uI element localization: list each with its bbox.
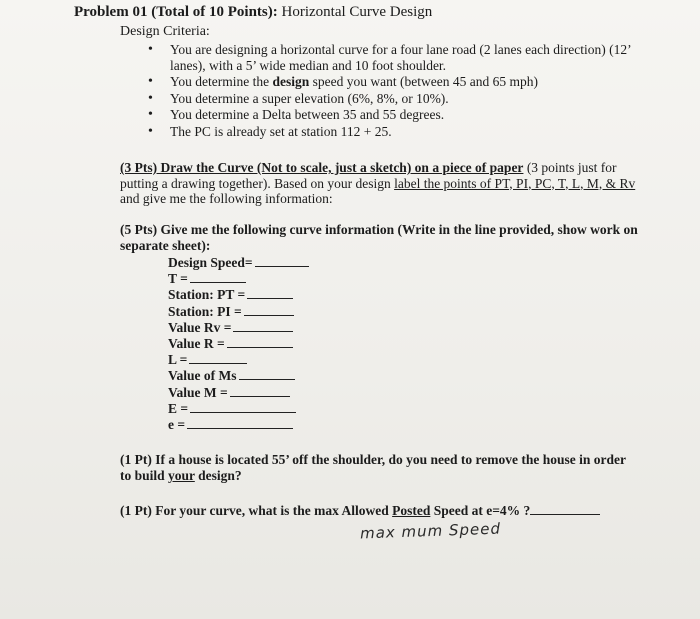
curve-field bbox=[168, 320, 309, 336]
curve-field bbox=[168, 417, 309, 433]
criteria-bold: design bbox=[272, 74, 310, 89]
bullet-icon: • bbox=[148, 74, 153, 89]
curve-field-label: Station: PT = bbox=[168, 287, 246, 303]
curve-field-label: T = bbox=[168, 271, 188, 287]
curve-field-blank[interactable] bbox=[247, 287, 293, 299]
curve-field bbox=[168, 368, 309, 384]
problem-title bbox=[74, 4, 432, 21]
curve-field-label: Value M = bbox=[168, 384, 228, 400]
problem-topic: Horizontal Curve Design bbox=[281, 4, 433, 20]
bullet-icon: • bbox=[148, 123, 153, 139]
criteria-item bbox=[148, 42, 668, 73]
curve-field-label: e = bbox=[168, 416, 186, 432]
curve-field-label: Value of Ms bbox=[168, 368, 237, 384]
criteria-text: The PC is already set at station 112 + 25. bbox=[170, 123, 392, 139]
question-house-text: (1 Pt) If a house is located 55’ off the shoulder, do you need to remove the house in order to build bbox=[120, 452, 626, 483]
question-speed-text: (1 Pt) For your curve, what is the max Allowed bbox=[120, 503, 393, 518]
curve-field bbox=[168, 401, 309, 417]
curve-field-label: E = bbox=[168, 400, 189, 416]
curve-field-label: Value R = bbox=[168, 335, 225, 351]
question-house-underlined: your bbox=[168, 468, 195, 483]
criteria-text: You are designing a horizontal curve for a four lane road (2 lanes each direction) (12’ lanes), with a 5’ wide median and 10 foot shoulder. bbox=[170, 42, 631, 73]
curve-field bbox=[168, 255, 309, 271]
curve-field-blank[interactable] bbox=[230, 385, 290, 397]
criteria-item bbox=[148, 91, 668, 107]
curve-field bbox=[168, 287, 309, 303]
question-speed-underlined: Posted bbox=[392, 503, 431, 518]
criteria-item bbox=[148, 124, 668, 140]
criteria-item bbox=[148, 74, 668, 90]
curve-field-blank[interactable] bbox=[190, 401, 296, 413]
bullet-icon: • bbox=[148, 42, 153, 57]
question-house bbox=[120, 452, 640, 484]
curve-field bbox=[168, 385, 309, 401]
curve-field-label: Design Speed= bbox=[168, 255, 253, 270]
curve-field bbox=[168, 352, 309, 368]
curve-field-label: Value Rv = bbox=[168, 319, 232, 335]
draw-mid: (3 points just for putting a drawing together). Based on your design bbox=[120, 160, 617, 191]
draw-instructions bbox=[120, 160, 640, 207]
info-heading: (5 Pts) Give me the following curve information (Write in the line provided, show work on separate sheet): bbox=[120, 222, 638, 253]
curve-field-label: Station: PI = bbox=[168, 303, 242, 319]
draw-tail: and give me the following information: bbox=[120, 191, 333, 206]
bullet-icon: • bbox=[148, 107, 153, 122]
curve-field-blank[interactable] bbox=[244, 304, 294, 316]
curve-field-blank[interactable] bbox=[239, 368, 295, 380]
curve-field-blank[interactable] bbox=[255, 255, 309, 267]
handwritten-note: max mum Speed bbox=[359, 519, 502, 543]
criteria-text: You determine a super elevation (6%, 8%, or 10%). bbox=[170, 90, 449, 106]
curve-info-fields bbox=[168, 255, 309, 433]
curve-field-blank[interactable] bbox=[189, 352, 247, 364]
question-posted-speed bbox=[120, 503, 640, 519]
problem-number: Problem 01 bbox=[74, 4, 148, 20]
curve-field bbox=[168, 336, 309, 352]
question-house-tail: design? bbox=[194, 468, 242, 483]
criteria-text: You determine a Delta between 35 and 55 degrees. bbox=[170, 107, 445, 122]
criteria-item bbox=[148, 107, 668, 123]
draw-heading: (3 Pts) Draw the Curve (Not to scale, just a sketch) on a piece of paper bbox=[120, 160, 524, 175]
curve-field bbox=[168, 271, 309, 287]
problem-points: (Total of 10 Points): bbox=[151, 4, 278, 20]
curve-field-label: L = bbox=[168, 352, 188, 368]
criteria-list bbox=[148, 42, 668, 140]
criteria-text-post: speed you want (between 45 and 65 mph) bbox=[309, 74, 538, 89]
design-criteria-label: Design Criteria: bbox=[120, 24, 210, 39]
curve-field-blank[interactable] bbox=[233, 320, 293, 332]
criteria-text: You determine the bbox=[170, 74, 273, 89]
draw-label-points: label the points of PT, PI, PC, T, L, M, & Rv bbox=[394, 175, 636, 191]
question-speed-tail: Speed at e=4% ? bbox=[430, 503, 531, 518]
curve-field bbox=[168, 304, 309, 320]
bullet-icon: • bbox=[148, 90, 153, 106]
answer-blank[interactable] bbox=[530, 503, 600, 515]
curve-field-blank[interactable] bbox=[227, 336, 293, 348]
curve-field-blank[interactable] bbox=[187, 417, 293, 429]
curve-field-blank[interactable] bbox=[190, 271, 246, 283]
